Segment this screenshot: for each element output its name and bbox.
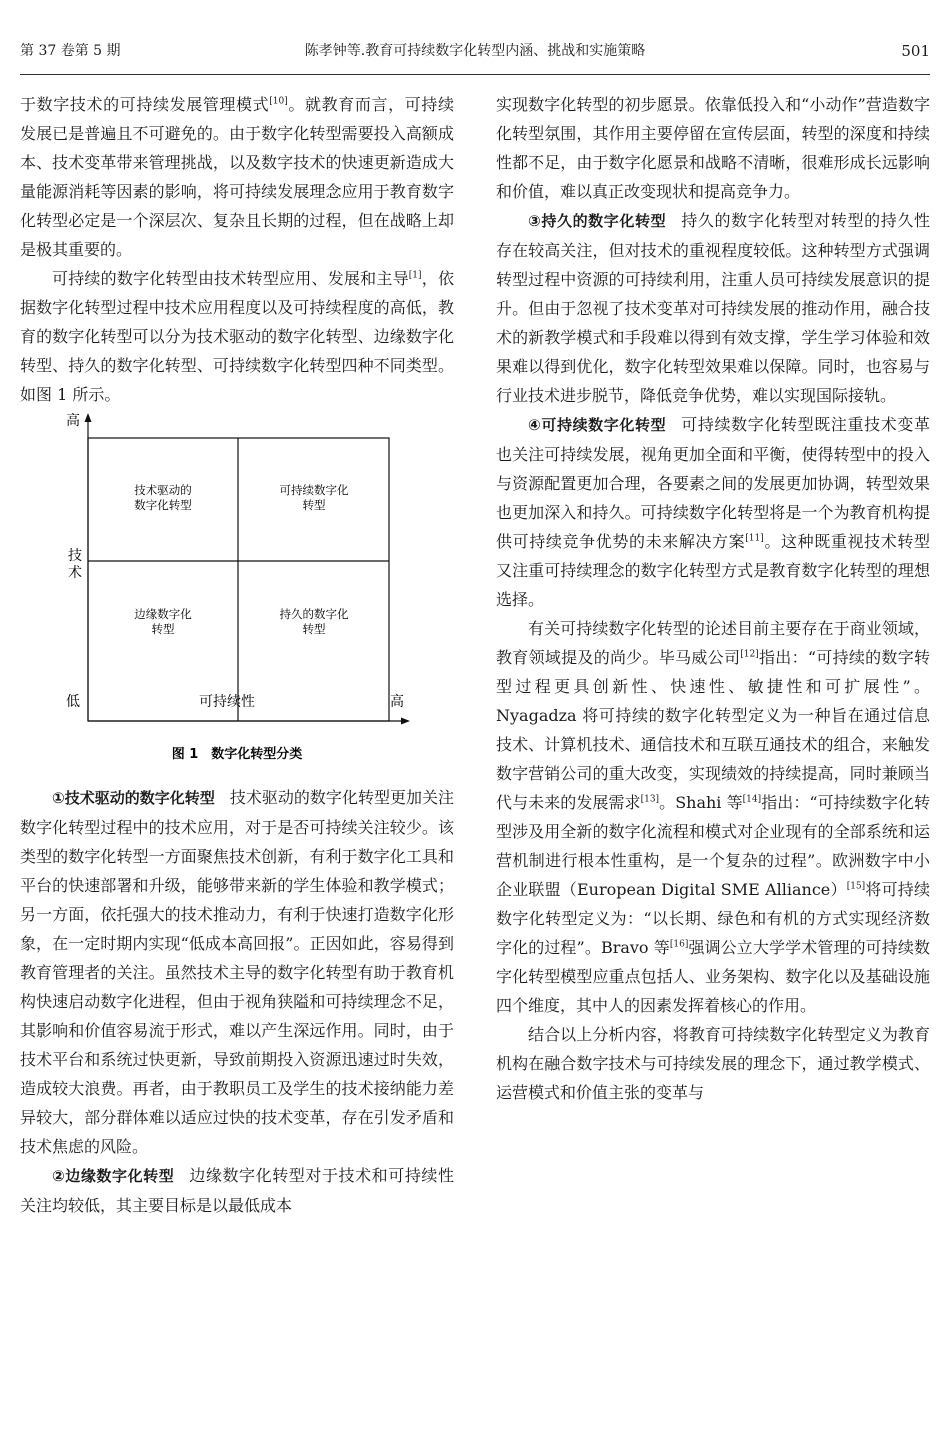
- paragraph: 实现数字化转型的初步愿景。依靠低投入和“小动作”营造数字化转型氛围，其作用主要停留在宣传层面，转型的深度和持续性都不足，由于数字化愿景和战略不清晰，很难形成长远影响和价值，难以真正改变现状和提高竞争力。: [496, 95, 930, 201]
- quadrant-bl-line1: 边缘数字化: [134, 607, 192, 621]
- paragraph: ③持久的数字化转型 持久的数字化转型对转型的持久性存在较高关注，但对技术的重视程度较低。这种转型方式强调转型过程中资源的可持续利用，注重人员可持续发展意识的提升。但由于忽视了技术变革对可持续发展的推动作用，融合技术的新教学模式和手段难以得到有效支撑，学生学习体验和效果难以得到优化，数字化转型效果难以保障。同时，也容易与行业技术进步脱节，降低竞争优势，难以实现国际接轨。: [496, 211, 930, 405]
- y-axis-arrow: [85, 413, 92, 422]
- paragraph: ④可持续数字化转型 可持续数字化转型既注重技术变革也关注可持续发展，视角更加全面和平衡，使得转型中的投入与资源配置更加合理，各要素之间的发展更加协调，转型效果也更加深入和持久。可持续数字化转型将是一个为教育机构提供可持续竞争优势的未来解决方案[11]。这种既重视技术转型又注重可持续理念的数字化转型方式是教育数字化转型的理想选择。: [496, 415, 930, 609]
- quadrant-tl-line1: 技术驱动的: [134, 483, 192, 497]
- section-heading: ④可持续数字化转型: [528, 416, 667, 434]
- section-heading: ①技术驱动的数字化转型: [52, 789, 215, 807]
- section-heading: ②边缘数字化转型: [52, 1167, 175, 1185]
- citation[interactable]: [12]: [740, 649, 759, 660]
- section-heading: ③持久的数字化转型: [528, 212, 667, 230]
- page-number: 501: [901, 42, 930, 60]
- quadrant-tl-line2: 数字化转型: [134, 498, 192, 512]
- citation[interactable]: [15]: [846, 881, 866, 892]
- running-header: [20, 38, 930, 64]
- paragraph: 结合以上分析内容，将教育可持续数字化转型定义为教育机构在融合数字技术与可持续发展的理念下，通过教学模式、运营模式和价值主张的变革与: [496, 1025, 930, 1102]
- figure-caption: 图 1 数字化转型分类: [171, 747, 303, 762]
- running-title: 陈孝钟等.教育可持续数字化转型内涵、挑战和实施策略: [304, 43, 646, 59]
- origin-label: 低: [66, 694, 80, 710]
- quadrant-br-line1: 持久的数字化: [279, 607, 349, 621]
- left-column: [20, 90, 454, 1220]
- x-axis-arrow: [401, 718, 410, 725]
- citation[interactable]: [1]: [408, 270, 422, 281]
- y-axis-label-2: 术: [68, 565, 82, 581]
- quadrant-tr-line1: 可持续数字化: [279, 483, 349, 497]
- paragraph: ①技术驱动的数字化转型 技术驱动的数字化转型更加关注数字化转型过程中的技术应用，对于是否可持续关注较少。该类型的数字化转型一方面聚焦技术创新，有利于数字化工具和平台的快速部署和升级，能够带来新的学生体验和教学模式；另一方面，依托强大的技术推动力，有利于快速打造数字化形象，在一定时期内实现“低成本高回报”。正因如此，容易得到教育管理者的关注。虽然技术主导的数字化转型有助于教育机构快速启动数字化进程，但由于视角狭隘和可持续理念不足，其影响和价值容易流于形式，难以产生深远作用。同时，由于技术平台和系统过快更新，导致前期投入资源迅速过时失效，造成较大浪费。再者，由于教职员工及学生的技术接纳能力差异较大，部分群体难以适应过快的技术变革，存在引发矛盾和技术焦虑的风险。: [20, 788, 454, 1156]
- figure-1: [20, 413, 454, 783]
- header-rule: [20, 74, 930, 75]
- x-high-label: 高: [390, 694, 404, 710]
- right-column: [496, 90, 930, 1107]
- citation[interactable]: [13]: [640, 794, 660, 805]
- paragraph: 可持续的数字化转型由技术转型应用、发展和主导[1]，依据数字化转型过程中技术应用程度以及可持续程度的高低，教育的数字化转型可以分为技术驱动的数字化转型、边缘数字化转型、持久的数字化转型、可持续数字化转型四种不同类型。如图 1 所示。: [20, 269, 454, 404]
- quadrant-bl-line2: 转型: [151, 622, 175, 636]
- citation[interactable]: [14]: [742, 794, 762, 805]
- journal-volume: 第 37 卷第 5 期: [20, 43, 121, 59]
- y-high-label: 高: [66, 413, 80, 429]
- paragraph: 有关可持续数字化转型的论述目前主要存在于商业领域，教育领域提及的尚少。毕马威公司[12]指出：“可持续的数字转型过程更具创新性、快速性、敏捷性和可扩展性”。Nyagadza 将可持续的数字化转型定义为一种旨在通过信息技术、计算机技术、通信技术和互联互通技术的组合，来触发数字营销公司的重大改变，实现绩效的持续提高，同时兼顾当代与未来的发展需求[13]。Shahi 等[14]指出：“可持续数字化转型涉及用全新的数字化流程和模式对企业现有的全部系统和运营机制进行根本性重构，是一个复杂的过程”。欧洲数字中小企业联盟（European Digital SME Alliance）[15]将可持续数字化转型定义为：“以长期、绿色和有机的方式实现经济数字化的过程”。Bravo 等[16]强调公立大学学术管理的可持续数字化转型模型应重点包括人、业务架构、数字化以及基础设施四个维度，其中人的因素发挥着核心的作用。: [496, 619, 930, 1015]
- x-axis-label: 可持续性: [199, 694, 255, 710]
- y-axis-label-1: 技: [68, 548, 82, 564]
- quadrant-tr-line2: 转型: [302, 498, 326, 512]
- quadrant-br-line2: 转型: [302, 622, 326, 636]
- citation[interactable]: [11]: [745, 533, 764, 544]
- quadrant-diagram: [20, 413, 454, 783]
- paragraph: ②边缘数字化转型 边缘数字化转型对于技术和可持续性关注均较低，其主要目标是以最低成本: [20, 1166, 454, 1215]
- citation[interactable]: [16]: [669, 939, 689, 950]
- paragraph: 于数字技术的可持续发展管理模式[10]。就教育而言，可持续发展已是普遍且不可避免的。由于数字化转型需要投入高额成本、技术变革带来管理挑战，以及数字技术的快速更新造成大量能源消耗等因素的影响，将可持续发展理念应用于教育数字化转型必定是一个深层次、复杂且长期的过程，但在战略上却是极其重要的。: [20, 95, 454, 259]
- citation[interactable]: [10]: [269, 96, 288, 107]
